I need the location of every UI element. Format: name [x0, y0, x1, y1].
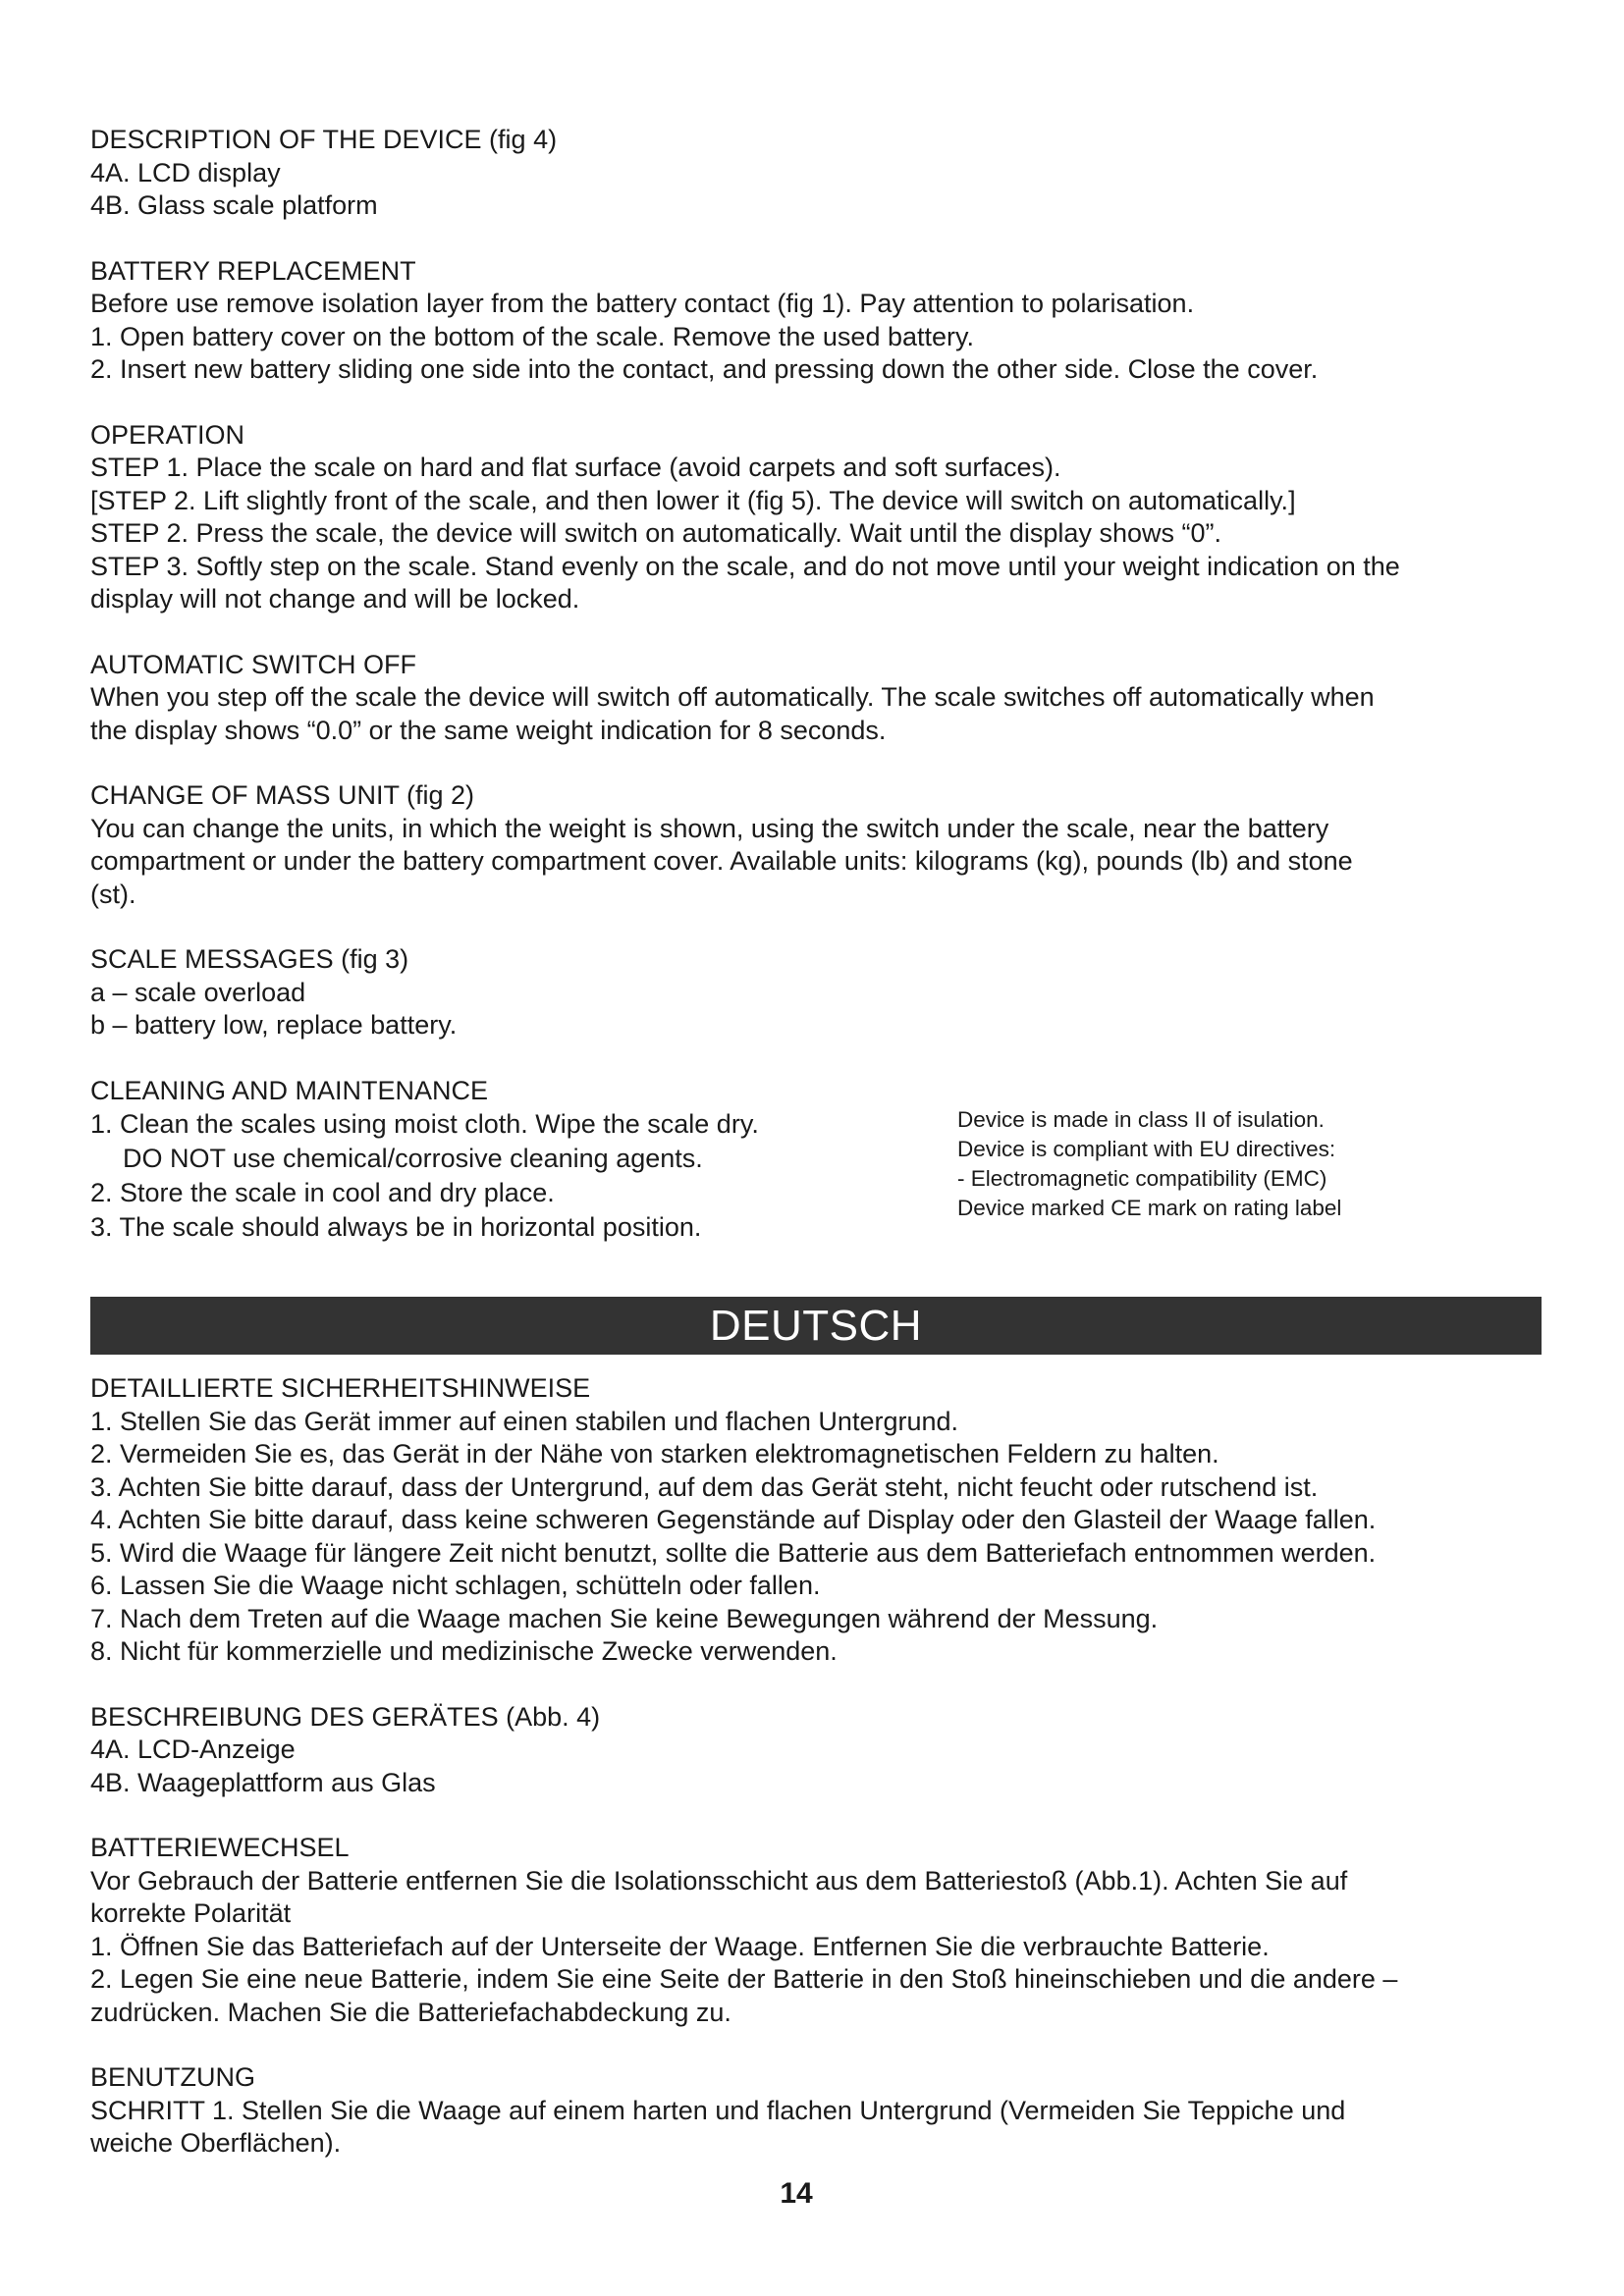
text-line: 8. Nicht für kommerzielle und medizinische Zwecke verwenden.	[90, 1636, 838, 1666]
text-line: 4A. LCD display	[90, 157, 281, 187]
battery-section	[90, 255, 1542, 387]
section-heading: CLEANING AND MAINTENANCE	[90, 1075, 489, 1105]
text-line: 1. Open battery cover on the bottom of the scale. Remove the used battery.	[90, 321, 975, 351]
text-line: You can change the units, in which the weight is shown, using the switch under the scale, near the battery	[90, 813, 1329, 843]
text-line: 2. Insert new battery sliding one side into the contact, and pressing down the other side. Close the cover.	[90, 354, 1319, 384]
safety-section	[90, 1372, 1542, 1669]
section-heading: BENUTZUNG	[90, 2062, 255, 2092]
cleaning-section	[90, 1075, 1542, 1276]
section-heading: BATTERY REPLACEMENT	[90, 255, 416, 286]
operation-section	[90, 419, 1542, 616]
text-line: korrekte Polarität	[90, 1898, 292, 1928]
text-line: 2. Legen Sie eine neue Batterie, indem Sie eine Seite der Batterie in den Stoß hineinschieben und die andere –	[90, 1964, 1398, 1994]
text-line: 1. Stellen Sie das Gerät immer auf einen stabilen und flachen Untergrund.	[90, 1406, 959, 1436]
text-line: STEP 1. Place the scale on hard and flat surface (avoid carpets and soft surfaces).	[90, 453, 1061, 482]
mass-unit-section	[90, 779, 1542, 911]
text-line: 3. The scale should always be in horizontal position.	[90, 1212, 702, 1242]
text-line: 4. Achten Sie bitte darauf, dass keine schweren Gegenstände auf Display oder den Glasteil der Waage fallen.	[90, 1505, 1377, 1534]
text-line: display will not change and will be locked.	[90, 584, 580, 614]
text-line: (st).	[90, 879, 136, 909]
text-line: STEP 2. Press the scale, the device will switch on automatically. Wait until the display shows “0”.	[90, 518, 1221, 548]
text-line: zudrücken. Machen Sie die Batteriefachabdeckung zu.	[90, 1997, 731, 2027]
text-line: Vor Gebrauch der Batterie entfernen Sie die Isolationsschicht aus dem Batteriestoß (Abb.1). Achten Sie auf	[90, 1865, 1348, 1896]
page-number: 14	[780, 2177, 813, 2210]
auto-off-section	[90, 649, 1542, 748]
text-line: a – scale overload	[90, 977, 306, 1007]
text-line: STEP 3. Softly step on the scale. Stand evenly on the scale, and do not move until your weight indication on the	[90, 551, 1400, 581]
text-line: 4B. Glass scale platform	[90, 190, 378, 220]
text-line: weiche Oberflächen).	[90, 2128, 342, 2158]
section-heading: DETAILLIERTE SICHERHEITSHINWEISE	[90, 1373, 591, 1403]
text-line: 3. Achten Sie bitte darauf, dass der Untergrund, auf dem das Gerät steht, nicht feucht oder rutschend ist.	[90, 1471, 1319, 1502]
text-line: compartment or under the battery compartment cover. Available units: kilograms (kg), pounds (lb) and stone	[90, 846, 1353, 876]
text-line: When you step off the scale the device will switch off automatically. The scale switches off automatically when	[90, 682, 1375, 712]
section-heading: AUTOMATIC SWITCH OFF	[90, 649, 416, 679]
cleaning-instructions	[90, 1075, 954, 1246]
english-content	[90, 124, 1542, 1276]
section-heading: BESCHREIBUNG DES GERÄTES (Abb. 4)	[90, 1701, 601, 1732]
section-heading: BATTERIEWECHSEL	[90, 1833, 350, 1862]
text-line: 5. Wird die Waage für längere Zeit nicht benutzt, sollte die Batterie aus dem Batteriefach entnommen werden.	[90, 1537, 1377, 1568]
german-content	[90, 1372, 1542, 2193]
compliance-note	[957, 1105, 1507, 1223]
text-line: 1. Öffnen Sie das Batteriefach auf der Unterseite der Waage. Entfernen Sie die verbrauchte Batterie.	[90, 1931, 1270, 1961]
section-heading: DESCRIPTION OF THE DEVICE (fig 4)	[90, 125, 558, 154]
section-heading: SCALE MESSAGES (fig 3)	[90, 944, 409, 974]
text-line: [STEP 2. Lift slightly front of the scale, and then lower it (fig 5). The device will switch on automatically.]	[90, 485, 1296, 515]
section-heading: OPERATION	[90, 419, 245, 450]
battery-section-de	[90, 1832, 1542, 2029]
text-line: 4B. Waageplattform aus Glas	[90, 1767, 436, 1797]
text-line: SCHRITT 1. Stellen Sie die Waage auf einem harten und flachen Untergrund (Vermeiden Sie Teppiche und	[90, 2095, 1346, 2125]
section-heading: CHANGE OF MASS UNIT (fig 2)	[90, 780, 475, 810]
text-line: 1. Clean the scales using moist cloth. Wipe the scale dry.	[90, 1109, 759, 1139]
text-line: b – battery low, replace battery.	[90, 1010, 458, 1040]
compliance-line: - Electromagnetic compatibility (EMC)	[957, 1165, 1327, 1191]
usage-section-de	[90, 2061, 1542, 2161]
text-line: Before use remove isolation layer from the battery contact (fig 1). Pay attention to polarisation.	[90, 289, 1195, 318]
compliance-line: Device is compliant with EU directives:	[957, 1136, 1336, 1161]
description-section-de	[90, 1701, 1542, 1800]
language-banner: DEUTSCH	[90, 1297, 1542, 1355]
text-line: DO NOT use chemical/corrosive cleaning agents.	[123, 1144, 703, 1173]
text-line: 4A. LCD-Anzeige	[90, 1735, 296, 1764]
text-line: 2. Store the scale in cool and dry place.	[90, 1178, 555, 1207]
text-line: 7. Nach dem Treten auf die Waage machen Sie keine Bewegungen während der Messung.	[90, 1603, 1159, 1633]
text-line: 2. Vermeiden Sie es, das Gerät in der Nähe von starken elektromagnetischen Feldern zu halten.	[90, 1439, 1219, 1468]
text-line: the display shows “0.0” or the same weight indication for 8 seconds.	[90, 715, 887, 745]
text-line: 6. Lassen Sie die Waage nicht schlagen, schütteln oder fallen.	[90, 1571, 821, 1600]
compliance-line: Device is made in class II of isulation.	[957, 1106, 1325, 1132]
messages-section	[90, 943, 1542, 1042]
description-section	[90, 124, 1542, 223]
compliance-line: Device marked CE mark on rating label	[957, 1195, 1342, 1220]
